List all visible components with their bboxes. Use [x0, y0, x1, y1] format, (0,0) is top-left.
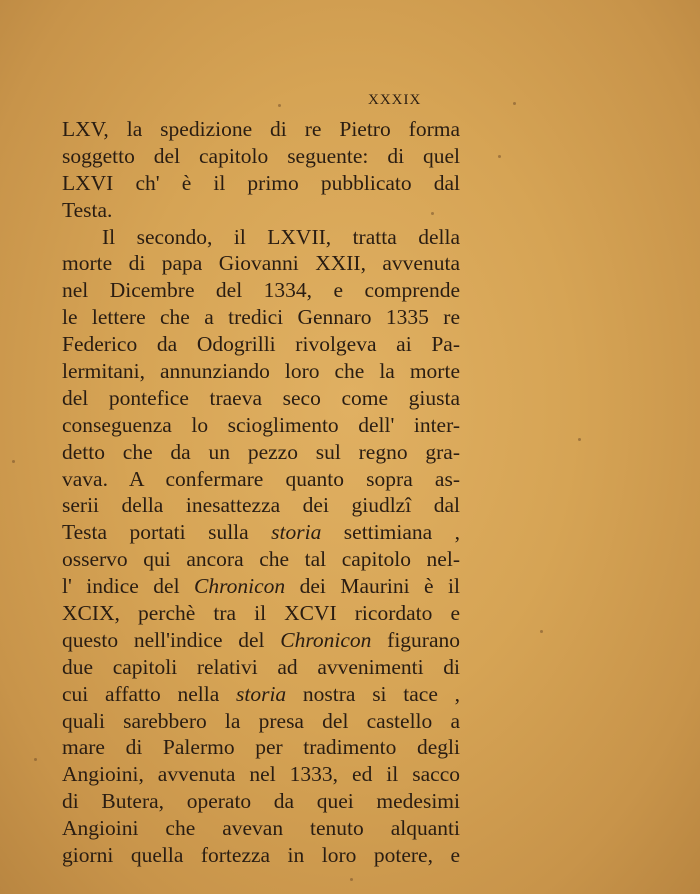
text-line: lermitani, annunziando loro che la morte: [62, 359, 460, 384]
paper-speck: [12, 460, 15, 463]
text-line: morte di papa Giovanni XXII, avvenuta: [62, 251, 460, 276]
text-line: Testa.: [62, 197, 113, 222]
text-line: detto che da un pezzo sul regno gra-: [62, 439, 460, 464]
paper-speck: [578, 438, 581, 441]
text-line: mare di Palermo per tradimento degli: [62, 735, 460, 760]
text-line: Testa portati sulla storia settimiana ,: [62, 520, 460, 545]
paper-speck: [540, 630, 543, 633]
paper-speck: [34, 758, 37, 761]
page-number: XXXIX: [368, 92, 422, 108]
text-line: vava. A confermare quanto sopra as-: [62, 466, 460, 491]
text-line: questo nell'indice del Chronicon figurano: [62, 627, 461, 652]
paper-speck: [498, 155, 501, 158]
text-line: di Butera, operato da quei medesimi: [62, 789, 460, 814]
text-line: LXV, la spedizione di re Pietro forma: [62, 117, 460, 141]
paper-speck: [278, 104, 281, 107]
paper-speck: [431, 212, 434, 215]
text-line: nel Dicembre del 1334, e comprende: [62, 278, 460, 303]
text-line: serii della inesattezza dei giudlzî dal: [62, 493, 460, 518]
paragraph-start-line: Il secondo, il LXVII, tratta della: [102, 224, 460, 249]
text-line: soggetto del capitolo seguente: di quel: [62, 143, 460, 168]
text-line: giorni quella fortezza in loro potere, e: [62, 843, 460, 868]
text-line: due capitoli relativi ad avvenimenti di: [62, 654, 460, 679]
paper-speck: [513, 102, 516, 105]
text-line: l' indice del Chronicon dei Maurini è il: [62, 574, 460, 599]
text-line: conseguenza lo scioglimento dell' inter-: [62, 412, 460, 437]
text-line: Angioini che avevan tenuto alquanti: [62, 816, 460, 841]
text-line: le lettere che a tredici Gennaro 1335 re: [62, 305, 460, 330]
body-text: [62, 116, 460, 869]
text-line: osservo qui ancora che tal capitolo nel-: [62, 547, 460, 572]
text-line: LXVI ch' è il primo pubblicato dal: [62, 170, 460, 195]
text-line: XCIX, perchè tra il XCVI ricordato e: [62, 601, 460, 626]
paper-speck: [350, 878, 353, 881]
text-line: quali sarebbero la presa del castello a: [62, 708, 460, 733]
text-line: del pontefice traeva seco come giusta: [62, 385, 460, 410]
text-line: Angioini, avvenuta nel 1333, ed il sacco: [62, 762, 460, 787]
text-line: cui affatto nella storia nostra si tace ,: [62, 681, 460, 706]
text-line: Federico da Odogrilli rivolgeva ai Pa-: [62, 332, 460, 357]
